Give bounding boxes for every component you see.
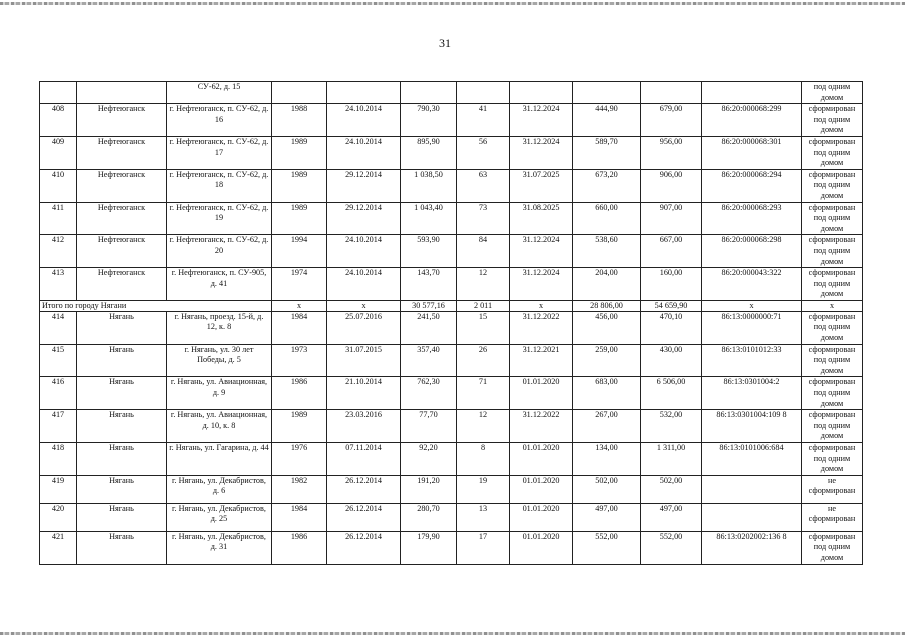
cell-value-1: 204,00 — [573, 268, 641, 301]
cell-no: 418 — [40, 443, 77, 476]
cell-area: 357,40 — [401, 344, 457, 377]
cell-residents — [457, 82, 510, 104]
table-row — [40, 235, 863, 268]
cell-area: 280,70 — [401, 503, 457, 531]
cell-deadline: 31.12.2021 — [510, 344, 573, 377]
cell-city: Нефтеюганск — [77, 136, 167, 169]
cell-date: 26.12.2014 — [327, 475, 401, 503]
cell-status: сформирован под одним домом — [802, 344, 863, 377]
cell-status: не сформирован — [802, 475, 863, 503]
cell-city: Нягань — [77, 443, 167, 476]
cell-value-2: 679,00 — [641, 104, 702, 137]
cell-date — [327, 82, 401, 104]
cell-address: г. Нефтеюганск, п. СУ-62, д. 16 — [167, 104, 272, 137]
cell-year: 1989 — [272, 202, 327, 235]
cell-deadline — [510, 82, 573, 104]
cell-no: 416 — [40, 377, 77, 410]
cell-area: 30 577,16 — [401, 300, 457, 311]
cell-area: 241,50 — [401, 311, 457, 344]
cell-deadline: 01.01.2020 — [510, 475, 573, 503]
cell-address: СУ-62, д. 15 — [167, 82, 272, 104]
cell-deadline: 01.01.2020 — [510, 443, 573, 476]
cell-status: сформирован под одним домом — [802, 104, 863, 137]
cell-deadline: 31.12.2024 — [510, 235, 573, 268]
cell-year: 1986 — [272, 377, 327, 410]
cell-address: г. Нягань, ул. Авиационная, д. 9 — [167, 377, 272, 410]
cell-residents: 73 — [457, 202, 510, 235]
cell-residents: 17 — [457, 531, 510, 564]
table-row-total — [40, 300, 863, 311]
cell-address: г. Нягань, проезд. 15-й, д. 12, к. 8 — [167, 311, 272, 344]
cell-year: 1982 — [272, 475, 327, 503]
cell-value-1: 683,00 — [573, 377, 641, 410]
cell-date: 07.11.2014 — [327, 443, 401, 476]
cell-date: 26.12.2014 — [327, 503, 401, 531]
cell-area: 143,70 — [401, 268, 457, 301]
cell-status: сформирован под одним домом — [802, 443, 863, 476]
table-row — [40, 531, 863, 564]
cell-date: 24.10.2014 — [327, 136, 401, 169]
cell-value-1: 673,20 — [573, 169, 641, 202]
cell-value-2: 160,00 — [641, 268, 702, 301]
cell-deadline: 31.08.2025 — [510, 202, 573, 235]
cell-status: сформирован под одним домом — [802, 235, 863, 268]
cell-no: 415 — [40, 344, 77, 377]
cell-value-1: 456,00 — [573, 311, 641, 344]
cell-no: 411 — [40, 202, 77, 235]
table-row — [40, 311, 863, 344]
cell-deadline: 01.01.2020 — [510, 503, 573, 531]
cell-city: Нягань — [77, 410, 167, 443]
scan-edge-bottom — [0, 632, 905, 635]
cell-value-1: 552,00 — [573, 531, 641, 564]
cell-no: 414 — [40, 311, 77, 344]
cell-no: 410 — [40, 169, 77, 202]
cell-date: 23.03.2016 — [327, 410, 401, 443]
cell-residents: 41 — [457, 104, 510, 137]
cell-address: г. Нефтеюганск, п. СУ-62, д. 17 — [167, 136, 272, 169]
cell-status: под одним домом — [802, 82, 863, 104]
cell-date: 29.12.2014 — [327, 202, 401, 235]
table-row — [40, 443, 863, 476]
cell-city: Нефтеюганск — [77, 235, 167, 268]
cell-deadline: 31.12.2024 — [510, 136, 573, 169]
table-row — [40, 268, 863, 301]
cell-no: 409 — [40, 136, 77, 169]
cell-cadastral: 86:20:000068:298 — [702, 235, 802, 268]
cell-value-2: 470,10 — [641, 311, 702, 344]
cell-city: Нягань — [77, 503, 167, 531]
cell-value-2: 502,00 — [641, 475, 702, 503]
table-row — [40, 410, 863, 443]
table-row — [40, 503, 863, 531]
cell-no: 417 — [40, 410, 77, 443]
cell-city: Нягань — [77, 311, 167, 344]
cell-residents: 15 — [457, 311, 510, 344]
table-row — [40, 475, 863, 503]
cell-date: 24.10.2014 — [327, 235, 401, 268]
cell-status: x — [802, 300, 863, 311]
cell-value-1: 28 806,00 — [573, 300, 641, 311]
cell-residents: 12 — [457, 268, 510, 301]
cell-cadastral: 86:20:000043:322 — [702, 268, 802, 301]
scan-edge-top — [0, 2, 905, 5]
cell-value-2: 667,00 — [641, 235, 702, 268]
cell-area — [401, 82, 457, 104]
cell-cadastral: 86:13:0101012:33 — [702, 344, 802, 377]
cell-status: сформирован под одним домом — [802, 311, 863, 344]
cell-area: 762,30 — [401, 377, 457, 410]
cell-value-1: 497,00 — [573, 503, 641, 531]
cell-deadline: 31.12.2024 — [510, 268, 573, 301]
cell-value-2: 430,00 — [641, 344, 702, 377]
cell-status: сформирован под одним домом — [802, 169, 863, 202]
cell-value-2: 1 311,00 — [641, 443, 702, 476]
cell-area: 1 043,40 — [401, 202, 457, 235]
cell-residents: 84 — [457, 235, 510, 268]
cell-year: 1974 — [272, 268, 327, 301]
cell-cadastral — [702, 475, 802, 503]
cell-year: 1988 — [272, 104, 327, 137]
cell-area: 92,20 — [401, 443, 457, 476]
cell-deadline: x — [510, 300, 573, 311]
cell-status: сформирован под одним домом — [802, 531, 863, 564]
cell-value-2: 907,00 — [641, 202, 702, 235]
cell-year: x — [272, 300, 327, 311]
cell-address: г. Нягань, ул. Декабристов, д. 25 — [167, 503, 272, 531]
cell-cadastral: 86:13:0301004:2 — [702, 377, 802, 410]
cell-cadastral: 86:20:000068:293 — [702, 202, 802, 235]
cell-city: Нефтеюганск — [77, 268, 167, 301]
cell-value-2: 552,00 — [641, 531, 702, 564]
table-row — [40, 377, 863, 410]
cell-no: 421 — [40, 531, 77, 564]
cell-deadline: 31.12.2022 — [510, 410, 573, 443]
cell-no — [40, 82, 77, 104]
cell-status: сформирован под одним домом — [802, 136, 863, 169]
cell-cadastral: 86:13:0202002:136 8 — [702, 531, 802, 564]
cell-cadastral: 86:13:0101006:684 — [702, 443, 802, 476]
cell-address: г. Нягань, ул. Гагарина, д. 44 — [167, 443, 272, 476]
cell-city — [77, 82, 167, 104]
cell-value-1 — [573, 82, 641, 104]
cell-cadastral — [702, 82, 802, 104]
cell-residents: 19 — [457, 475, 510, 503]
table-row — [40, 136, 863, 169]
cell-cadastral: x — [702, 300, 802, 311]
cell-residents: 71 — [457, 377, 510, 410]
cell-value-1: 538,60 — [573, 235, 641, 268]
cell-no: 413 — [40, 268, 77, 301]
cell-cadastral — [702, 503, 802, 531]
cell-no: 420 — [40, 503, 77, 531]
cell-status: сформирован под одним домом — [802, 410, 863, 443]
cell-year: 1994 — [272, 235, 327, 268]
cell-city: Нягань — [77, 344, 167, 377]
cell-area: 77,70 — [401, 410, 457, 443]
cell-date: 24.10.2014 — [327, 104, 401, 137]
cell-year: 1989 — [272, 169, 327, 202]
cell-date: x — [327, 300, 401, 311]
cell-residents: 12 — [457, 410, 510, 443]
cell-deadline: 31.12.2022 — [510, 311, 573, 344]
housing-registry-table — [39, 81, 863, 565]
cell-city: Нефтеюганск — [77, 104, 167, 137]
cell-value-2: 532,00 — [641, 410, 702, 443]
cell-value-2 — [641, 82, 702, 104]
cell-cadastral: 86:20:000068:299 — [702, 104, 802, 137]
cell-deadline: 01.01.2020 — [510, 377, 573, 410]
cell-date: 25.07.2016 — [327, 311, 401, 344]
cell-date: 26.12.2014 — [327, 531, 401, 564]
cell-date: 29.12.2014 — [327, 169, 401, 202]
table-row — [40, 202, 863, 235]
cell-status: сформирован под одним домом — [802, 377, 863, 410]
cell-deadline: 31.07.2025 — [510, 169, 573, 202]
cell-year: 1976 — [272, 443, 327, 476]
cell-address: г. Нягань, ул. Декабристов, д. 6 — [167, 475, 272, 503]
cell-residents: 56 — [457, 136, 510, 169]
cell-address: г. Нягань, ул. 30 лет Победы, д. 5 — [167, 344, 272, 377]
cell-year: 1989 — [272, 136, 327, 169]
cell-residents: 26 — [457, 344, 510, 377]
cell-value-2: 6 506,00 — [641, 377, 702, 410]
cell-value-1: 267,00 — [573, 410, 641, 443]
cell-year: 1984 — [272, 311, 327, 344]
cell-residents: 63 — [457, 169, 510, 202]
cell-value-1: 660,00 — [573, 202, 641, 235]
cell-status: не сформирован — [802, 503, 863, 531]
page-number: 31 — [439, 36, 451, 50]
cell-year: 1986 — [272, 531, 327, 564]
cell-value-1: 259,00 — [573, 344, 641, 377]
cell-address: г. Нягань, ул. Авиационная, д. 10, к. 8 — [167, 410, 272, 443]
total-label: Итого по городу Нягани — [40, 300, 272, 311]
table-row-continuation — [40, 82, 863, 104]
cell-year: 1984 — [272, 503, 327, 531]
cell-value-1: 502,00 — [573, 475, 641, 503]
table-row — [40, 169, 863, 202]
cell-cadastral: 86:20:000068:294 — [702, 169, 802, 202]
cell-city: Нефтеюганск — [77, 202, 167, 235]
cell-value-1: 134,00 — [573, 443, 641, 476]
cell-status: сформирован под одним домом — [802, 202, 863, 235]
registry-body — [40, 82, 863, 565]
cell-status: сформирован под одним домом — [802, 268, 863, 301]
cell-area: 179,90 — [401, 531, 457, 564]
cell-value-2: 497,00 — [641, 503, 702, 531]
cell-area: 191,20 — [401, 475, 457, 503]
cell-value-2: 956,00 — [641, 136, 702, 169]
cell-residents: 13 — [457, 503, 510, 531]
cell-no: 419 — [40, 475, 77, 503]
cell-value-1: 589,70 — [573, 136, 641, 169]
cell-address: г. Нягань, ул. Декабристов, д. 31 — [167, 531, 272, 564]
cell-value-2: 54 659,90 — [641, 300, 702, 311]
cell-value-1: 444,90 — [573, 104, 641, 137]
cell-residents: 8 — [457, 443, 510, 476]
cell-area: 593,90 — [401, 235, 457, 268]
cell-year: 1973 — [272, 344, 327, 377]
cell-area: 1 038,50 — [401, 169, 457, 202]
cell-no: 408 — [40, 104, 77, 137]
cell-city: Нефтеюганск — [77, 169, 167, 202]
cell-year: 1989 — [272, 410, 327, 443]
cell-deadline: 31.12.2024 — [510, 104, 573, 137]
cell-area: 895,90 — [401, 136, 457, 169]
table-row — [40, 104, 863, 137]
cell-date: 21.10.2014 — [327, 377, 401, 410]
cell-city: Нягань — [77, 377, 167, 410]
cell-cadastral: 86:13:0301004:109 8 — [702, 410, 802, 443]
cell-no: 412 — [40, 235, 77, 268]
cell-cadastral: 86:20:000068:301 — [702, 136, 802, 169]
cell-city: Нягань — [77, 531, 167, 564]
cell-address: г. Нефтеюганск, п. СУ-62, д. 19 — [167, 202, 272, 235]
cell-date: 31.07.2015 — [327, 344, 401, 377]
cell-year — [272, 82, 327, 104]
cell-address: г. Нефтеюганск, п. СУ-62, д. 18 — [167, 169, 272, 202]
cell-residents: 2 011 — [457, 300, 510, 311]
cell-city: Нягань — [77, 475, 167, 503]
cell-address: г. Нефтеюганск, п. СУ-62, д. 20 — [167, 235, 272, 268]
table-row — [40, 344, 863, 377]
cell-deadline: 01.01.2020 — [510, 531, 573, 564]
cell-area: 790,30 — [401, 104, 457, 137]
cell-cadastral: 86:13:0000000:71 — [702, 311, 802, 344]
cell-date: 24.10.2014 — [327, 268, 401, 301]
cell-value-2: 906,00 — [641, 169, 702, 202]
cell-address: г. Нефтеюганск, п. СУ-905, д. 41 — [167, 268, 272, 301]
